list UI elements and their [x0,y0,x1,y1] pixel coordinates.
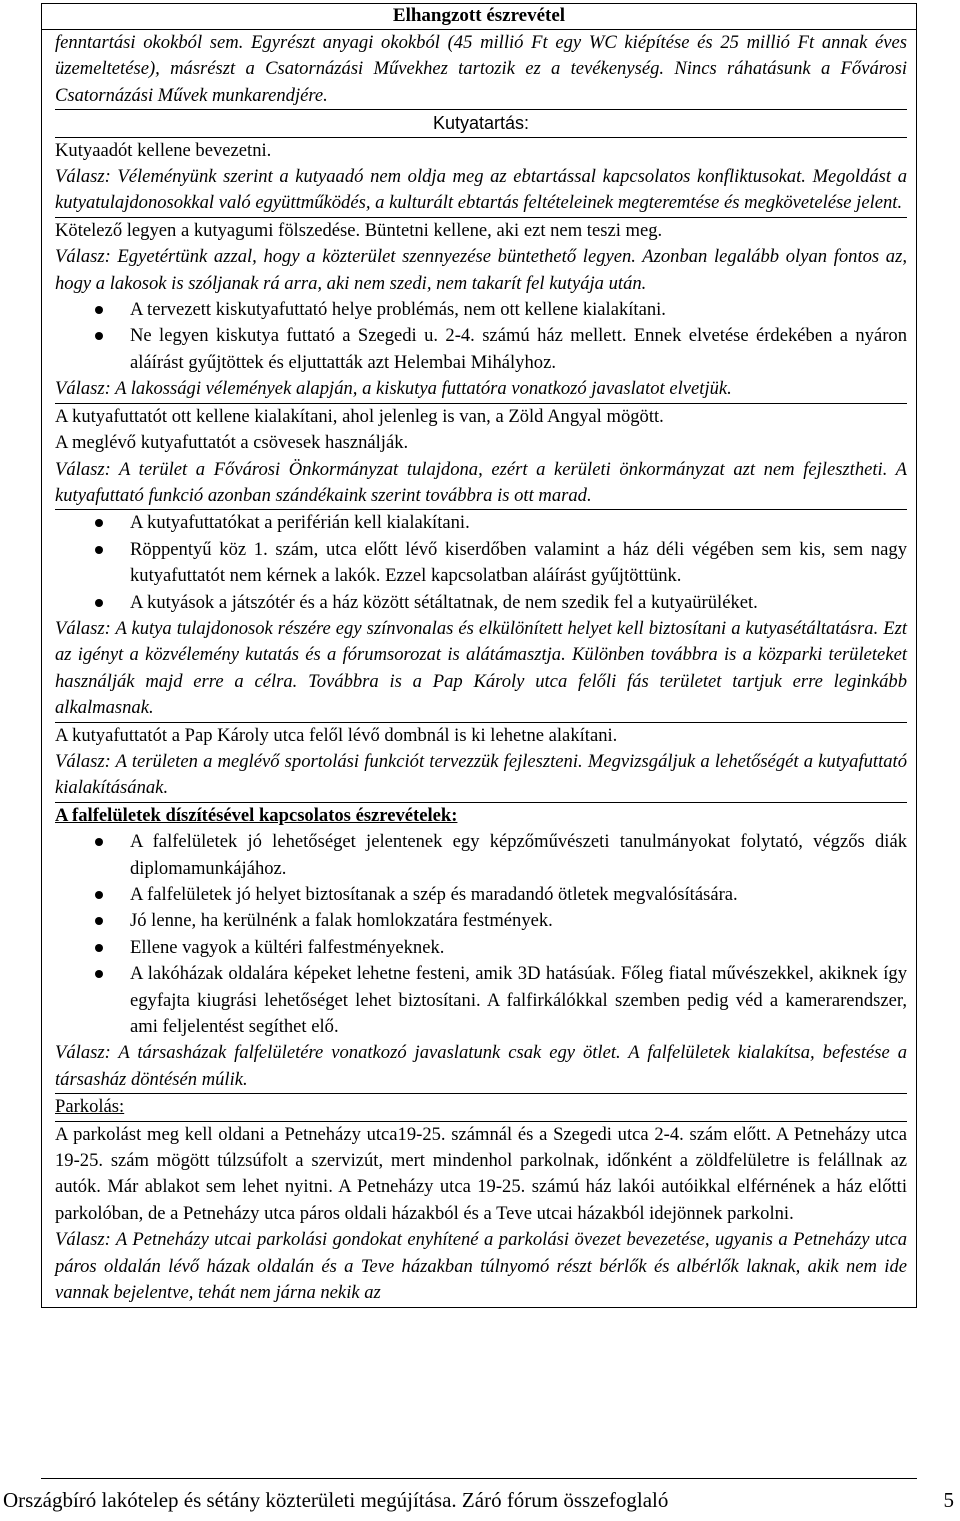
answer: Válasz: A lakossági vélemények alapján, a kiskutya futtatóra vonatkozó javaslatot elvetjük. [55,376,907,403]
bullet-list-2 [55,510,907,616]
comment: Kutyaadót kellene bevezetni. [55,139,272,161]
answer: Válasz: A kutya tulajdonosok részére egy színvonalas és elkülönített helyet kell biztosítani a kutyasétáltatásra. Ezt az igényt a közvélemény kutatás és a fórumsorozat is alátámasztja. Különben továbbra is a közparki területeket használják majd erre a célra. Továbbra is a Pap Károly utca felőli fás területet tartjuk erre leginkább alkalmasnak. [55,616,907,723]
list-item: A lakóházak oldalára képeket lehetne festeni, amik 3D hatásúak. Főleg fiatal művészekkel, akiknek így egyfajta kiugrási lehetőséget lehet biztosítani. A falfirkálókkal szemben pedig véd a kamerarendszer, ami feljelentést segíthet elő. [55,961,907,1040]
comment: A meglévő kutyafuttatót a csövesek használják. [55,432,409,454]
table-body [42,30,916,1307]
bullet-icon [95,599,103,607]
comment: Kötelező legyen a kutyagumi fölszedése. Büntetni kellene, aki ezt nem teszi meg. [55,219,663,241]
bullet-icon [95,970,103,978]
answer: Válasz: A társasházak falfelületére vonatkozó javaslatunk csak egy ötlet. A falfelületek kialakítsa, befestése a társasház döntésén múlik. [55,1040,907,1094]
comment: A parkolást meg kell oldani a Petneházy utca19-25. számnál és a Szegedi utca 2-4. szám előtt. A Petneházy utca 19-25. szám mögött túlzsúfolt a szervizút, mert mindenhol parkolnak, időnként a zöldfelületre is felállnak az autók. Már ablakot sem lehet nyitni. A Petneházy utca 19-25. számú ház lakói autóikkal elférnének a ház előtti parkolóban, de a Petneházy utca páros oldali házakból és a Teve utcai házakból idejönnek parkolni. [55,1123,907,1224]
bullet-icon [95,519,103,527]
answer: Válasz: A terület a Fővárosi Önkormányzat tulajdona, ezért a kerületi önkormányzat azt nem fejlesztheti. A kutyafuttató funkció azonban szándékaink szerint továbbra is ott marad. [55,457,907,511]
list-item: Ellene vagyok a kültéri falfestményeknek. [55,935,907,961]
answer: Válasz: A területen a meglévő sportolási funkciót tervezzük fejleszteni. Megvizsgáljuk a lehetőségét a kutyafuttató kialakításának. [55,749,907,803]
list-item: A tervezett kiskutyafuttató helye problémás, nem ott kellene kialakítani. [55,297,907,323]
list-item: A kutyafuttatókat a periférián kell kialakítani. [55,510,907,536]
page-number: 5 [943,1488,954,1512]
section-heading-kutyatartas: Kutyatartás: [55,110,907,137]
answer: Válasz: Egyetértünk azzal, hogy a közterület szennyezése büntethető legyen. Azonban legalább olyan fontos az, hogy a lakosok is szóljanak rá arra, aki nem szedi, nem takarít fel kutyája után. [55,246,907,294]
bullet-icon [95,944,103,952]
bullet-icon [95,546,103,554]
answer: Válasz: A Petneházy utcai parkolási gondokat enyhítené a parkolási övezet bevezetése, ugyanis a Petneházy utca páros oldalán lévő házak oldalán és a Teve házakban túlnyomó részt bérlők és albérlők laknak, akik nem ide vannak bejelentve, tehát nem járna nekik az [55,1229,907,1304]
section-heading-parkolas: Parkolás: [55,1094,907,1121]
bullet-icon [95,332,103,340]
bullet-icon [95,917,103,925]
bullet-list-1 [55,297,907,376]
bullet-icon [95,891,103,899]
bullet-icon [95,306,103,314]
list-item: A kutyások a játszótér és a ház között sétáltatnak, de nem szedik fel a kutyaürüléket. [55,590,907,616]
list-item: A falfelületek jó lehetőséget jelentenek egy képzőművészeti tanulmányokat folytató, végzős diák diplomamunkájához. [55,829,907,882]
comment: A kutyafuttatót ott kellene kialakítani, ahol jelenleg is van, a Zöld Angyal mögött. [55,405,664,427]
list-item: Röppentyű köz 1. szám, utca előtt lévő kiserdőben valamint a ház déli végében sem kis, sem nagy kutyafuttatót nem kérnek a lakók. Ezzel kapcsolatban aláírást gyűjtöttünk. [55,537,907,590]
footer-rule [41,1478,917,1479]
list-item: Ne legyen kiskutya futtató a Szegedi u. 2-4. számú ház mellett. Ennek elvetése érdekében a nyáron aláírást gyűjtöttek és eljuttatták azt Helembai Mihályhoz. [55,323,907,376]
list-item: A falfelületek jó helyet biztosítanak a szép és maradandó ötletek megvalósítására. [55,882,907,908]
bullet-list-3 [55,829,907,1040]
footer-title: Országbíró lakótelep és sétány közterületi megújítása. Záró fórum összefoglaló [3,1488,669,1512]
list-item: Jó lenne, ha kerülnénk a falak homlokzatára festmények. [55,908,907,934]
bullet-icon [95,838,103,846]
comment: A kutyafuttatót a Pap Károly utca felől lévő dombnál is ki lehetne alakítani. [55,724,618,746]
answer: Válasz: Véleményünk szerint a kutyaadó nem oldja meg az ebtartással kapcsolatos konfliktusokat. Megoldást a kutyatulajdonosokkal való együttműködés, a kulturált ebtartás feltételeinek megteremtése és megkövetelése jelent. [55,164,907,218]
table-header: Elhangzott észrevétel [42,4,916,30]
section-heading-falfeluletek: A falfelületek díszítésével kapcsolatos észrevételek: [55,804,458,826]
paragraph: fenntartási okokból sem. Egyrészt anyagi okokból (45 millió Ft egy WC kiépítése és 25 millió Ft annak éves üzemeltetése), másrészt a Csatornázási Művekhez tartozik ez a tevékenység. Nincs ráhatásunk a Fővárosi Csatornázási Művek munkarendjére. [55,30,907,110]
comment-table [41,3,917,1308]
